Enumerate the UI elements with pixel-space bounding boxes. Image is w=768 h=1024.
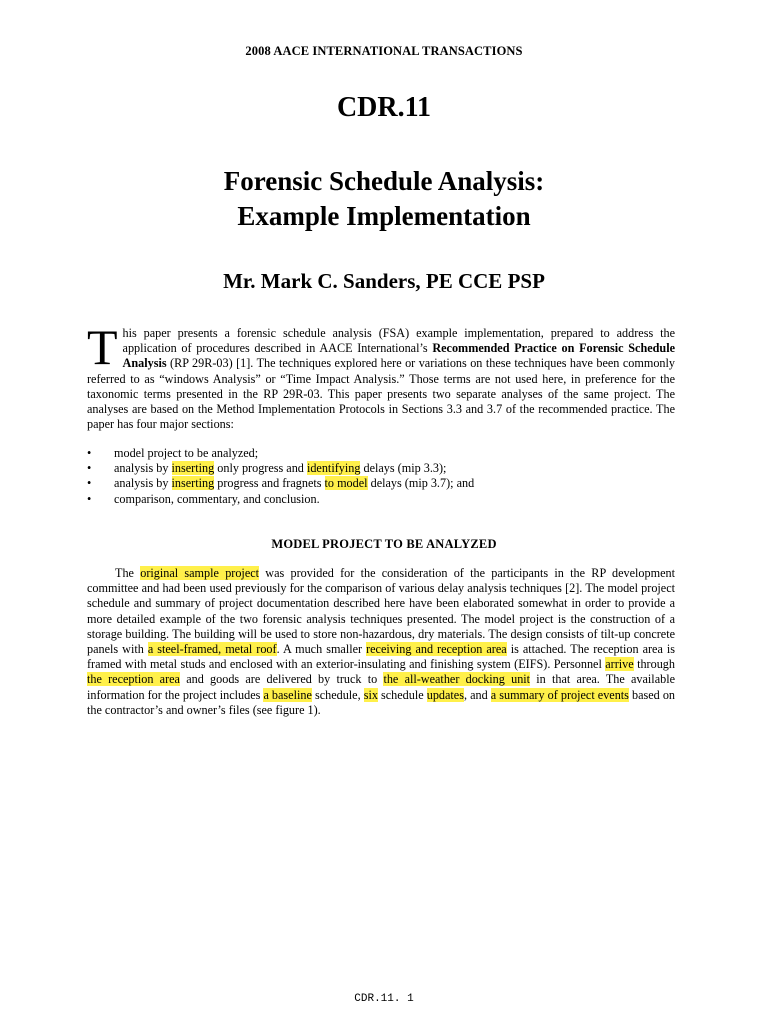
page-footer: CDR.11. 1: [354, 993, 414, 1005]
highlight: the all-weather docking unit: [383, 672, 531, 687]
list-item: • analysis by inserting progress and fragnets to model delays (mip 3.7); and: [87, 476, 475, 491]
highlight: to model: [324, 476, 368, 491]
title-line-2: Example Implementation: [237, 201, 531, 231]
list-item: • comparison, commentary, and conclusion.: [87, 491, 320, 506]
highlight: identifying: [306, 461, 361, 476]
transactions-header: 2008 AACE INTERNATIONAL TRANSACTIONS: [245, 44, 523, 58]
paper-title: [0, 164, 768, 234]
paper-code: CDR.11: [336, 92, 432, 123]
highlight: six: [363, 687, 378, 702]
list-item: • analysis by inserting only progress and identifying delays (mip 3.3);: [87, 461, 447, 476]
intro-text-2: (RP 29R-03) [1]. The techniques explored here or variations on these techniques have been commonly referred to as “windows Analysis” or “Time Impact Analysis.” Those terms are not used here, in preference for the taxonomic terms presented in the RP 29R-03. This paper presents two separate analyses of the same project. The analyses are based on the Method Implementation Protocols in Sections 3.3 and 3.7 of the recommended practice. The paper has four major sections:: [87, 356, 675, 432]
highlight: original sample project: [140, 566, 260, 580]
intro-text-1: his paper presents a forensic schedule analysis (FSA) example implementation, prepared to address the application of procedures described in AACE International’s: [122, 326, 675, 356]
list-item: • model project to be analyzed;: [87, 446, 259, 460]
bullet-icon: •: [87, 461, 92, 476]
title-line-1: Forensic Schedule Analysis:: [223, 166, 545, 196]
highlight: updates: [426, 687, 464, 702]
bullet-icon: •: [87, 446, 92, 460]
bullet-icon: •: [87, 491, 92, 506]
highlight: inserting: [171, 476, 215, 491]
intro-paragraph: [87, 319, 675, 432]
drop-cap: T: [87, 319, 118, 375]
highlight: arrive: [605, 657, 634, 672]
section-list: [87, 446, 675, 507]
model-project-paragraph: The original sample project was provided for the consideration of the participants in the RP development committee and had been used previously for the comparison of various delay analysis techniques [2]. The model project schedule and summary of project documentation described here have been elaborated somewhat in order to provide a more detailed example of the two forensic analysis techniques presented. The model project is the construction of a storage building. The building will be used to store non-hazardous, dry materials. The design consists of tilt-up concrete panels with a steel-framed, metal roof. A much smaller receiving and reception area is attached. The reception area is framed with metal studs and enclosed with an exterior-insulating and finishing system (EIFS). Personnel arrive through the reception area and goods are delivered by truck to the all-weather docking unit in that area. The available information for the project includes a baseline schedule, six schedule updates, and a summary of project events based on the contractor’s and owner’s files (see figure 1).: [87, 566, 676, 717]
highlight: a baseline: [263, 687, 312, 702]
author-line: Mr. Mark C. Sanders, PE CCE PSP: [223, 269, 545, 293]
highlight: a steel-framed, metal roof: [147, 642, 277, 657]
highlight: inserting: [171, 461, 215, 476]
highlight: the reception area: [87, 672, 180, 687]
highlight: a summary of project events: [490, 687, 629, 702]
bullet-icon: •: [87, 476, 92, 491]
intro-bold-title: Recommended Practice on Forensic Schedule Analysis: [122, 341, 675, 371]
highlight: receiving and reception area: [366, 642, 507, 657]
section-heading: MODEL PROJECT TO BE ANALYZED: [271, 537, 497, 551]
